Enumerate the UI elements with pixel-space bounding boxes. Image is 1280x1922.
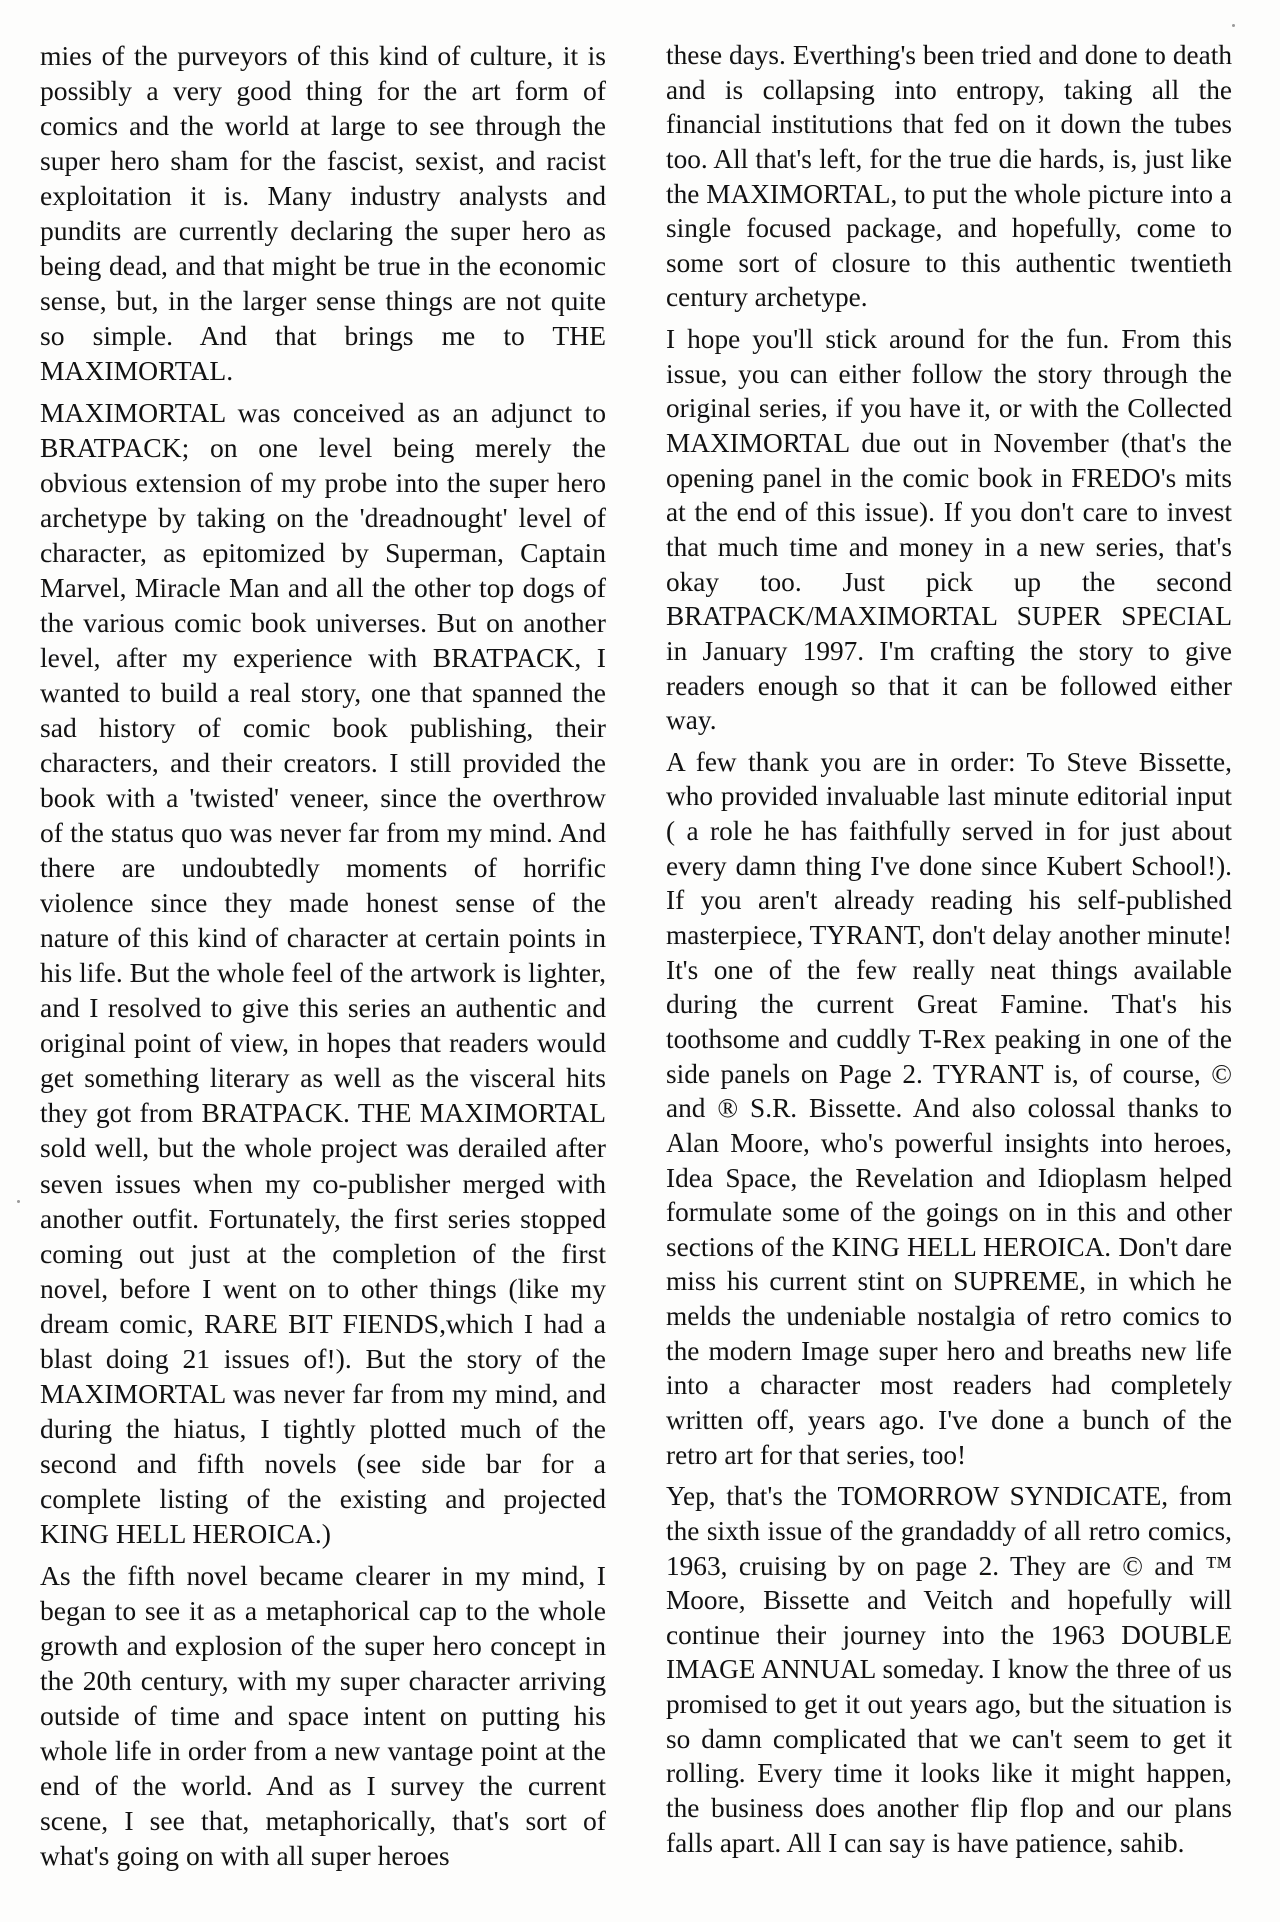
- paragraph: A few thank you are in order: To Steve Bissette, who provided invaluable last minute editorial input ( a role he has faithfully served in for just about every damn thing I've done since Kubert School!). If you aren't already reading his self-published masterpiece, TYRANT, don't delay another minute! It's one of the few really neat things available during the current Great Famine. That's his toothsome and cuddly T-Rex peaking in one of the side panels on Page 2. TYRANT is, of course, © and ® S.R. Bissette. And also colossal thanks to Alan Moore, who's powerful insights into heroes, Idea Space, the Revelation and Idioplasm helped formulate some of the goings on in this and other sections of the KING HELL HEROICA. Don't dare miss his current stint on SUPREME, in which he melds the undeniable nostalgia of retro comics to the modern Image super hero and breaths new life into a character most readers had completely written off, years ago. I've done a bunch of the retro art for that series, too!: [666, 746, 1232, 1470]
- paragraph: As the fifth novel became clearer in my mind, I began to see it as a metaphorical cap to the whole growth and explosion of the super hero concept in the 20th century, with my super character arriving outside of time and space intent on putting his whole life in order from a new vantage point at the end of the world. And as I survey the current scene, I see that, metaphorically, that's sort of what's going on with all super heroes: [40, 1559, 606, 1871]
- right-text-column: [666, 38, 1232, 1867]
- print-speck: [17, 1200, 20, 1203]
- paragraph: I hope you'll stick around for the fun. From this issue, you can either follow the story through the original series, if you have it, or with the Collected MAXIMORTAL due out in November (that's the opening panel in the comic book in FREDO's mits at the end of this issue). If you don't care to invest that much time and money in a new series, that's okay too. Just pick up the second BRATPACK/MAXIMORTAL SUPER SPECIAL in January 1997. I'm crafting the story to give readers enough so that it can be followed either way.: [666, 324, 1232, 736]
- paragraph: Yep, that's the TOMORROW SYNDICATE, from the sixth issue of the grandaddy of all retro comics, 1963, cruising by on page 2. They are © and ™ Moore, Bissette and Veitch and hopefully will continue their journey into the 1963 DOUBLE IMAGE ANNUAL someday. I know the three of us promised to get it out years ago, but the situation is so damn complicated that we can't seem to get it rolling. Every time it looks like it might happen, the business does another flip flop and our plans falls apart. All I can say is have patience, sahib.: [666, 1481, 1232, 1858]
- left-text-column: [40, 38, 606, 1880]
- paragraph: these days. Everthing's been tried and done to death and is collapsing into entropy, taking all the financial institutions that fed on it down the tubes too. All that's left, for the true die hards, is, just like the MAXIMORTAL, to put the whole picture into a single focused package, and hopefully, come to some sort of closure to this authentic twentieth century archetype.: [666, 40, 1232, 313]
- paragraph: MAXIMORTAL was conceived as an adjunct to BRATPACK; on one level being merely the obvious extension of my probe into the super hero archetype by taking on the 'dreadnought' level of character, as epitomized by Superman, Captain Marvel, Miracle Man and all the other top dogs of the various comic book universes. But on another level, after my experience with BRATPACK, I wanted to build a real story, one that spanned the sad history of comic book publishing, their characters, and their creators. I still provided the book with a 'twisted' veneer, since the overthrow of the status quo was never far from my mind. And there are undoubtedly moments of horrific violence since they made honest sense of the nature of this kind of character at certain points in his life. But the whole feel of the artwork is lighter, and I resolved to give this series an authentic and original point of view, in hopes that readers would get something literary as well as the visceral hits they got from BRATPACK. THE MAXIMORTAL sold well, but the whole project was derailed after seven issues when my co-publisher merged with another outfit. Fortunately, the first series stopped coming out just at the completion of the first novel, before I went on to other things (like my dream comic, RARE BIT FIENDS,which I had a blast doing 21 issues of!). But the story of the MAXIMORTAL was never far from my mind, and during the hiatus, I tightly plotted much of the second and fifth novels (see side bar for a complete listing of the existing and projected KING HELL HEROICA.): [40, 397, 606, 1549]
- paragraph: mies of the purveyors of this kind of culture, it is possibly a very good thing for the art form of comics and the world at large to see through the super hero sham for the fascist, sexist, and racist exploitation it is. Many industry analysts and pundits are currently declaring the super hero as being dead, and that might be true in the economic sense, but, in the larger sense things are not quite so simple. And that brings me to THE MAXIMORTAL.: [40, 40, 606, 387]
- print-speck: [1232, 24, 1235, 27]
